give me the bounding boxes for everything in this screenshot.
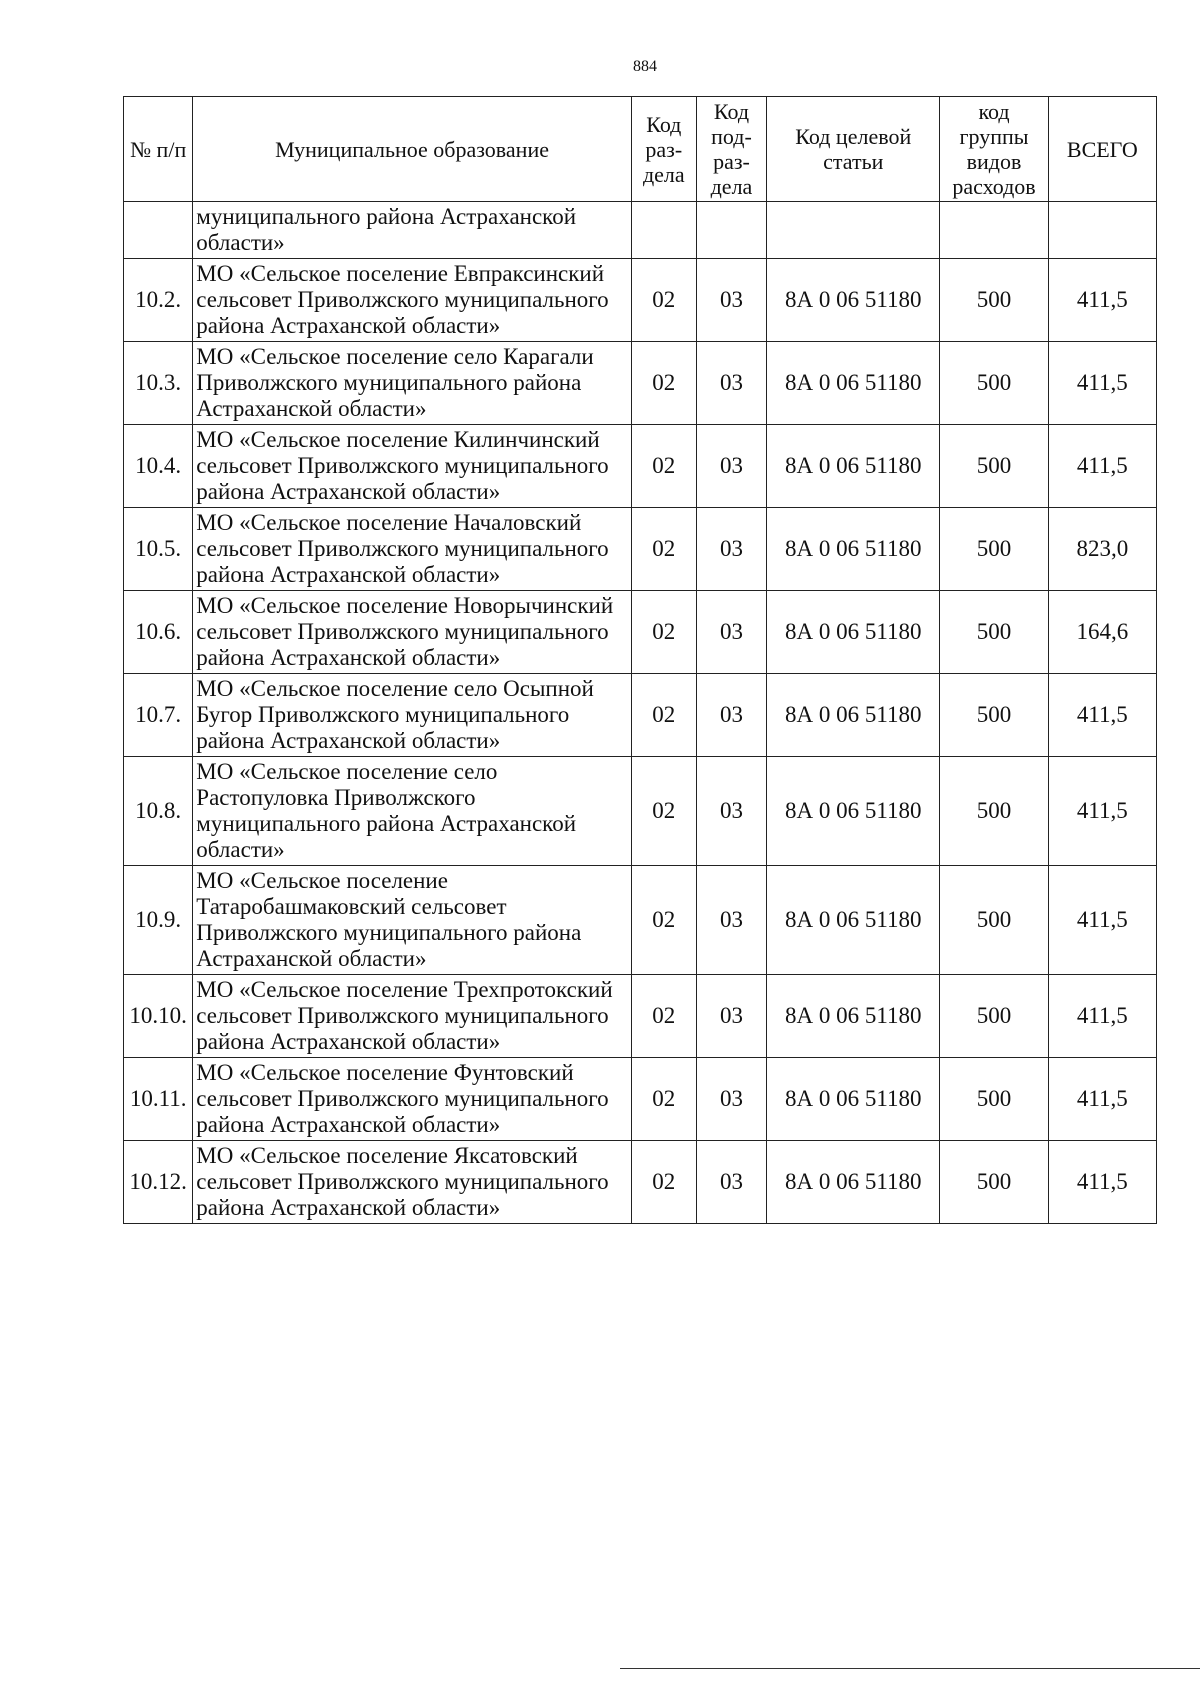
table-row (124, 259, 1157, 342)
row-expense: 500 (940, 259, 1048, 342)
continuation-row (124, 202, 1157, 259)
row-name: МО «Сельское поселение Татаробашмаковский сельсовет Приволжского муниципального района Астраханской области» (193, 866, 632, 975)
table-row (124, 425, 1157, 508)
row-total (1048, 202, 1156, 259)
row-num: 10.12. (124, 1141, 193, 1224)
table-row (124, 866, 1157, 975)
row-target: 8А 0 06 51180 (767, 508, 940, 591)
table-row (124, 757, 1157, 866)
row-target: 8А 0 06 51180 (767, 259, 940, 342)
row-num: 10.2. (124, 259, 193, 342)
header-expense: код группы видов расходов (940, 97, 1048, 202)
row-name: МО «Сельское поселение село Карагали Приволжского муниципального района Астраханской области» (193, 342, 632, 425)
header-row (124, 97, 1157, 202)
row-total: 411,5 (1048, 1058, 1156, 1141)
row-total: 411,5 (1048, 1141, 1156, 1224)
row-num (124, 202, 193, 259)
row-subsection: 03 (696, 508, 766, 591)
row-subsection: 03 (696, 342, 766, 425)
row-num: 10.5. (124, 508, 193, 591)
row-total: 411,5 (1048, 866, 1156, 975)
row-subsection: 03 (696, 866, 766, 975)
row-section: 02 (631, 1141, 696, 1224)
row-target: 8А 0 06 51180 (767, 1141, 940, 1224)
row-section: 02 (631, 508, 696, 591)
row-section: 02 (631, 1058, 696, 1141)
row-name: муниципального района Астраханской области» (193, 202, 632, 259)
row-subsection: 03 (696, 1058, 766, 1141)
row-expense: 500 (940, 591, 1048, 674)
row-target: 8А 0 06 51180 (767, 674, 940, 757)
page-number: 884 (633, 58, 657, 75)
row-total: 411,5 (1048, 674, 1156, 757)
row-section: 02 (631, 757, 696, 866)
row-name: МО «Сельское поселение Килинчинский сельсовет Приволжского муниципального района Астраханской области» (193, 425, 632, 508)
row-section: 02 (631, 674, 696, 757)
row-expense: 500 (940, 975, 1048, 1058)
table-row (124, 1058, 1157, 1141)
row-section: 02 (631, 342, 696, 425)
table-row (124, 591, 1157, 674)
row-section: 02 (631, 591, 696, 674)
row-subsection: 03 (696, 425, 766, 508)
row-total: 164,6 (1048, 591, 1156, 674)
row-expense: 500 (940, 674, 1048, 757)
row-target: 8А 0 06 51180 (767, 591, 940, 674)
row-target: 8А 0 06 51180 (767, 866, 940, 975)
row-total: 823,0 (1048, 508, 1156, 591)
row-section: 02 (631, 259, 696, 342)
row-total: 411,5 (1048, 425, 1156, 508)
table-row (124, 508, 1157, 591)
row-total: 411,5 (1048, 757, 1156, 866)
row-subsection (696, 202, 766, 259)
row-name: МО «Сельское поселение Евпраксинский сельсовет Приволжского муниципального района Астраханской области» (193, 259, 632, 342)
header-subsection: Код под-раз-дела (696, 97, 766, 202)
row-expense: 500 (940, 1141, 1048, 1224)
row-expense: 500 (940, 866, 1048, 975)
table-row (124, 1141, 1157, 1224)
row-num: 10.3. (124, 342, 193, 425)
row-expense: 500 (940, 508, 1048, 591)
row-subsection: 03 (696, 975, 766, 1058)
row-name: МО «Сельское поселение Трехпротокский сельсовет Приволжского муниципального района Астраханской области» (193, 975, 632, 1058)
row-section: 02 (631, 975, 696, 1058)
row-section: 02 (631, 866, 696, 975)
header-name: Муниципальное образование (193, 97, 632, 202)
row-num: 10.6. (124, 591, 193, 674)
row-num: 10.9. (124, 866, 193, 975)
row-total: 411,5 (1048, 259, 1156, 342)
table-row (124, 342, 1157, 425)
row-expense: 500 (940, 342, 1048, 425)
row-section (631, 202, 696, 259)
row-target: 8А 0 06 51180 (767, 1058, 940, 1141)
row-num: 10.4. (124, 425, 193, 508)
table-row (124, 975, 1157, 1058)
budget-table (123, 96, 1157, 1224)
row-expense: 500 (940, 757, 1048, 866)
row-subsection: 03 (696, 757, 766, 866)
row-name: МО «Сельское поселение село Осыпной Бугор Приволжского муниципального района Астраханской области» (193, 674, 632, 757)
row-target: 8А 0 06 51180 (767, 975, 940, 1058)
row-target (767, 202, 940, 259)
row-subsection: 03 (696, 591, 766, 674)
row-name: МО «Сельское поселение село Растопуловка Приволжского муниципального района Астраханской области» (193, 757, 632, 866)
row-num: 10.10. (124, 975, 193, 1058)
row-num: 10.7. (124, 674, 193, 757)
row-name: МО «Сельское поселение Фунтовский сельсовет Приволжского муниципального района Астраханской области» (193, 1058, 632, 1141)
table-row (124, 674, 1157, 757)
header-total: ВСЕГО (1048, 97, 1156, 202)
header-target: Код целевой статьи (767, 97, 940, 202)
row-total: 411,5 (1048, 975, 1156, 1058)
row-subsection: 03 (696, 674, 766, 757)
row-expense (940, 202, 1048, 259)
row-num: 10.8. (124, 757, 193, 866)
row-name: МО «Сельское поселение Яксатовский сельсовет Приволжского муниципального района Астраханской области» (193, 1141, 632, 1224)
row-subsection: 03 (696, 1141, 766, 1224)
row-total: 411,5 (1048, 342, 1156, 425)
row-section: 02 (631, 425, 696, 508)
row-subsection: 03 (696, 259, 766, 342)
header-num: № п/п (124, 97, 193, 202)
header-section: Код раз-дела (631, 97, 696, 202)
row-num: 10.11. (124, 1058, 193, 1141)
row-target: 8А 0 06 51180 (767, 757, 940, 866)
row-name: МО «Сельское поселение Новорычинский сельсовет Приволжского муниципального района Астраханской области» (193, 591, 632, 674)
row-target: 8А 0 06 51180 (767, 425, 940, 508)
bottom-rule (620, 1668, 1200, 1669)
row-target: 8А 0 06 51180 (767, 342, 940, 425)
row-expense: 500 (940, 1058, 1048, 1141)
row-name: МО «Сельское поселение Началовский сельсовет Приволжского муниципального района Астраханской области» (193, 508, 632, 591)
row-expense: 500 (940, 425, 1048, 508)
